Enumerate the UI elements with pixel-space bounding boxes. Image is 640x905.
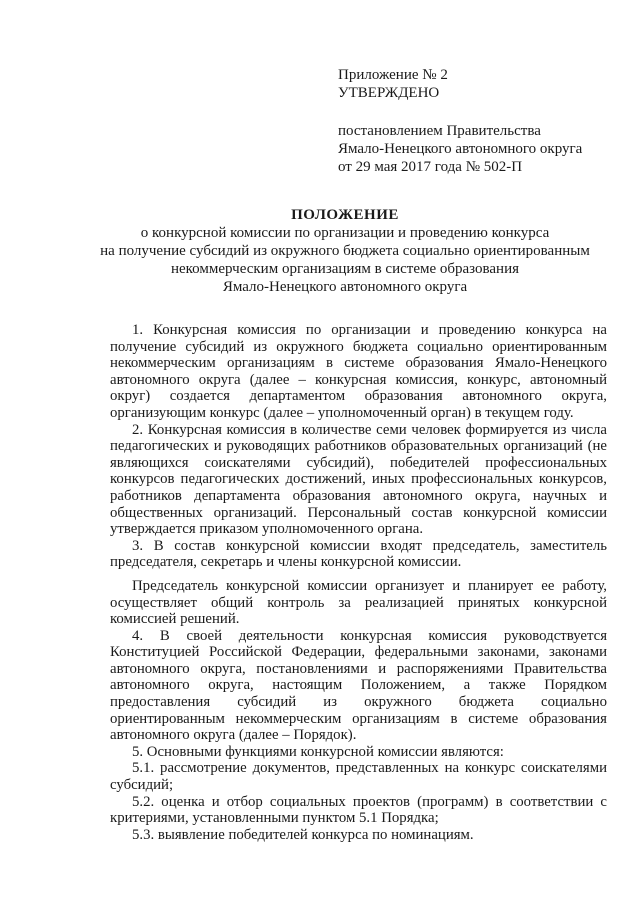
approval-line: Ямало-Ненецкого автономного округа — [338, 141, 583, 157]
approval-line: постановлением Правительства — [338, 123, 541, 139]
paragraph-2: 2. Конкурсная комиссия в количестве семи человек формируется из числа педагогических и руководящих работников образовательных организаций (не являющихся соискателями субсидий), победителей профессиональных конкурсов педагогических достижений, иных профессиональных конкурсов, работников департамента образования автономного округа, научных и общественных организаций. Персональный состав конкурсной комиссии утверждается приказом уполномоченного органа. — [110, 421, 607, 538]
paragraph-4: 4. В своей деятельности конкурсная комиссия руководствуется Конституцией Российской Федерации, федеральными законами, законами автономного округа, постановлениями и распоряжениями Правительства автономного округа, настоящим Положением, а также Порядком предоставления субсидий из окружного бюджета социально ориентированным некоммерческим организациям в системе образования автономного округа (далее – Порядок). — [110, 627, 607, 744]
document-subtitle-line: о конкурсной комиссии по организации и проведению конкурса — [140, 225, 550, 241]
document-subtitle-line: Ямало-Ненецкого автономного округа — [222, 279, 468, 295]
document-body — [110, 322, 607, 843]
paragraph-3-chair: Председатель конкурсной комиссии организует и планирует ее работу, осуществляет общий контроль за реализацией принятых конкурсной комиссией решений. — [110, 577, 607, 628]
approved-stamp: УТВЕРЖДЕНО — [338, 85, 440, 101]
paragraph-1: 1. Конкурсная комиссия по организации и проведению конкурса на получение субсидий из окружного бюджета социально ориентированным некоммерческим организациям в системе образования Ямало-Ненецкого автономного округа (далее – конкурсная комиссия, конкурс, автономный округ) создается департаментом образования автономного округа, организующим конкурс (далее – уполномоченный орган) в текущем году. — [110, 322, 607, 421]
paragraph-5-1: 5.1. рассмотрение документов, представленных на конкурс соискателями субсидий; — [110, 760, 607, 794]
document-subtitle-line: на получение субсидий из окружного бюджета социально ориентированным — [100, 243, 590, 259]
approval-block — [338, 66, 618, 176]
paragraph-3: 3. В состав конкурсной комиссии входят председатель, заместитель председателя, секретарь и члены конкурсной комиссии. — [110, 537, 607, 571]
document-heading — [60, 206, 630, 296]
approval-line: от 29 мая 2017 года № 502-П — [338, 159, 523, 175]
paragraph-5-3: 5.3. выявление победителей конкурса по номинациям. — [132, 826, 474, 843]
paragraph-5-2: 5.2. оценка и отбор социальных проектов (программ) в соответствии с критериями, установленными пунктом 5.1 Порядка; — [110, 793, 607, 827]
document-subtitle-line: некоммерческим организациям в системе образования — [170, 261, 520, 277]
document-title: ПОЛОЖЕНИЕ — [291, 207, 399, 223]
appendix-number: Приложение № 2 — [338, 67, 448, 83]
paragraph-5: 5. Основными функциями конкурсной комиссии являются: — [132, 743, 504, 760]
